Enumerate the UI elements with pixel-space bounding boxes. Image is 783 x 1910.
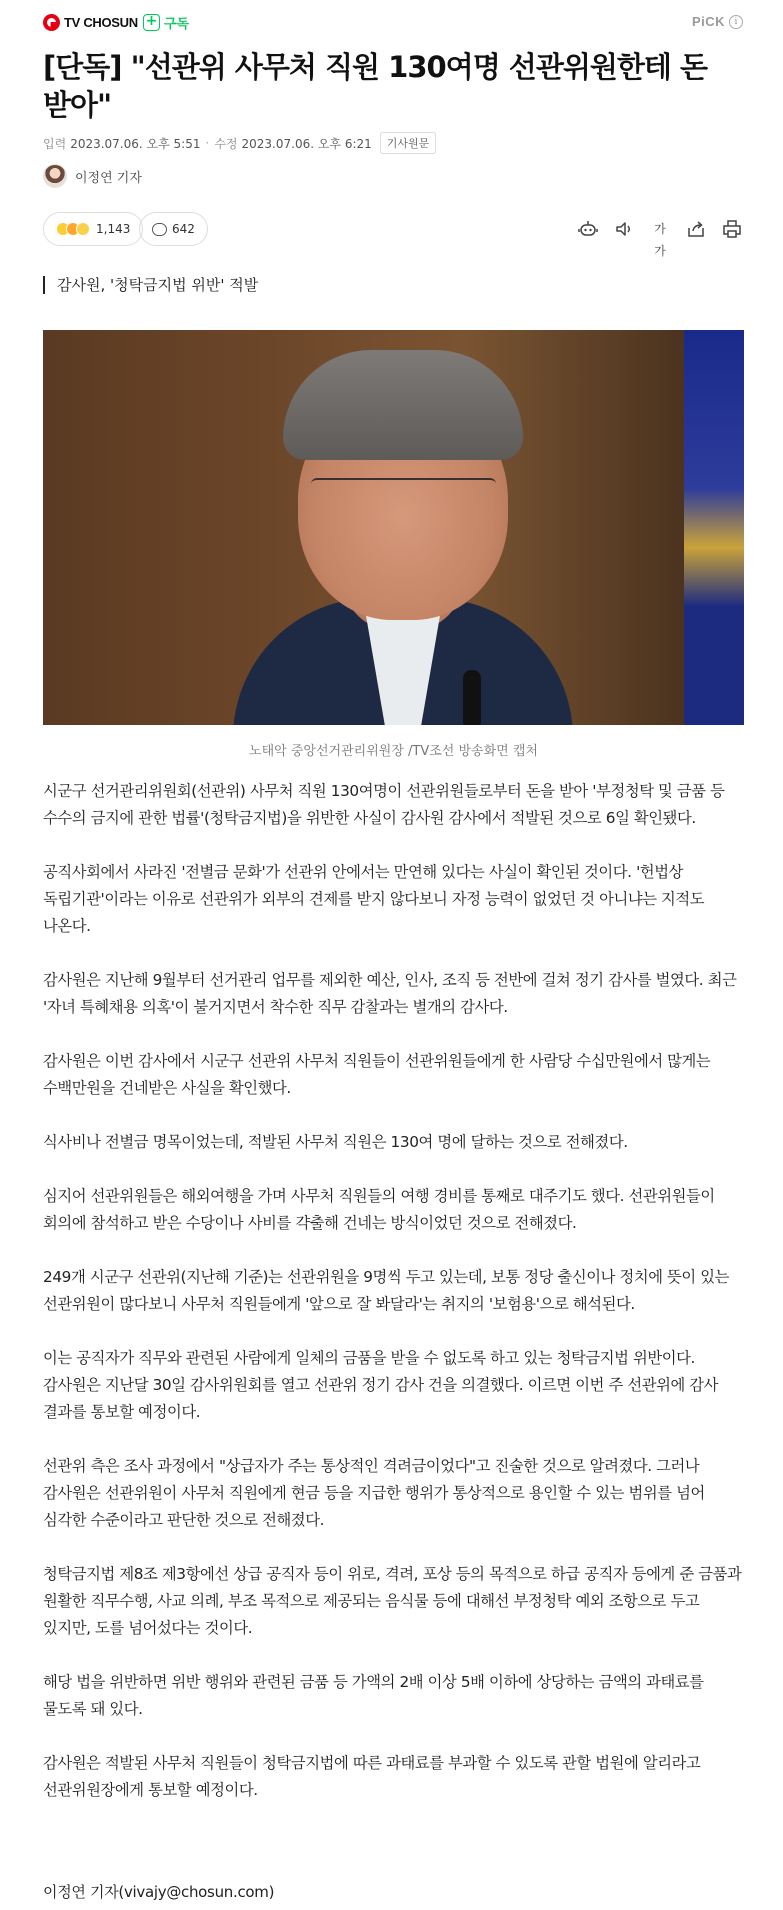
paragraph: 감사원은 적발된 사무처 직원들이 청탁금지법에 따른 과태료를 부과할 수 있도록 관할 법원에 알리라고 선관위원장에게 통보할 예정이다.	[43, 1754, 701, 1799]
pick-badge[interactable]	[692, 14, 743, 29]
comment-button[interactable]	[139, 212, 208, 246]
font-size-icon[interactable]: 가가	[654, 222, 666, 258]
paragraph: 해당 법을 위반하면 위반 행위와 관련된 금품 등 가액의 2배 이상 5배 이하에 상당하는 금액의 과태료를 물도록 돼 있다.	[43, 1673, 704, 1718]
paragraph: 공직사회에서 사라진 '전별금 문화'가 선관위 안에서는 만연해 있다는 사실이 확인된 것이다. '헌법상 독립기관'이라는 이유로 선관위가 외부의 견제를 받지 않다보니 자정 능력이 없었던 것 아니냐는 지적도 나온다.	[43, 863, 705, 935]
paragraph: 시군구 선거관리위원회(선관위) 사무처 직원 130여명이 선관위원들로부터 돈을 받아 '부정청탁 및 금품 등 수수의 금지에 관한 법률'(청탁금지법)을 위반한 사실이 감사원 감사에서 적발된 것으로 6일 확인됐다.	[43, 782, 725, 827]
paragraph: 식사비나 전별금 명목이었는데, 적발된 사무처 직원은 130여 명에 달하는 것으로 전해졌다.	[43, 1133, 628, 1151]
paragraph: 심지어 선관위원들은 해외여행을 가며 사무처 직원들의 여행 경비를 통째로 대주기도 했다. 선관위원들이 회의에 참석하고 받은 수당이나 사비를 갹출해 건네는 방식이었던 것으로 전해졌다.	[43, 1187, 715, 1232]
paragraph: 249개 시군구 선관위(지난해 기준)는 선관위원을 9명씩 두고 있는데, 보통 정당 출신이나 정치에 뜻이 있는 선관위원이 많다보니 사무처 직원들에게 '앞으로 잘 봐달라'는 취지의 '보험용'으로 해석된다.	[43, 1268, 730, 1313]
tts-robot-icon[interactable]	[577, 218, 599, 240]
article-subtitle: 감사원, '청탁금지법 위반' 적발	[43, 276, 258, 294]
reaction-button[interactable]	[43, 212, 143, 246]
dateline-separator: ·	[205, 136, 210, 150]
tv-chosun-logo-icon	[43, 14, 60, 31]
press-brand[interactable]	[43, 14, 138, 31]
article-body	[43, 778, 745, 1804]
paragraph: 감사원은 이번 감사에서 시군구 선관위 사무처 직원들이 선관위원들에게 한 사람당 수십만원에서 많게는 수백만원을 건네받은 사실을 확인했다.	[43, 1052, 711, 1097]
reaction-emoji-icon	[56, 222, 96, 236]
photo-flag	[684, 330, 744, 725]
reaction-count: 1,143	[96, 222, 131, 236]
pick-label: PiCK	[691, 14, 725, 29]
photo-microphone	[463, 670, 481, 725]
modified-label: 수정	[214, 136, 238, 151]
press-name: TV CHOSUN	[64, 15, 138, 30]
input-time: 2023.07.06. 오후 5:51	[70, 136, 201, 151]
share-icon[interactable]	[685, 218, 707, 240]
photo-hair	[283, 350, 523, 460]
photo-glasses	[311, 478, 496, 518]
input-label: 입력	[43, 136, 67, 151]
paragraph: 감사원은 지난해 9월부터 선거관리 업무를 제외한 예산, 인사, 조직 등 전반에 걸쳐 정기 감사를 벌였다. 최근 '자녀 특혜채용 의혹'이 불거지면서 착수한 직무 감찰과는 별개의 감사다.	[43, 971, 737, 1016]
comment-icon	[152, 223, 167, 236]
paragraph: 선관위 측은 조사 과정에서 "상급자가 주는 통상적인 격려금이었다"고 진술한 것으로 알려졌다. 그러나 감사원은 선관위원이 사무처 직원에게 현금 등을 지급한 행위가 통상적으로 용인할 수 있는 범위를 넘어 심각한 수준이라고 판단한 것으로 전해졌다.	[43, 1457, 705, 1529]
paragraph: 청탁금지법 제8조 제3항에선 상급 공직자 등이 위로, 격려, 포상 등의 목적으로 하급 공직자 등에게 준 금품과 원활한 직무수행, 사교 의례, 부조 목적으로 제공되는 음식물 등에 대해선 부정청탁 예외 조항으로 두고 있지만, 도를 넘어섰다는 것이다.	[43, 1565, 742, 1637]
photo-caption: 노태악 중앙선거관리위원장 /TV조선 방송화면 캡처	[249, 744, 538, 759]
reporter-name: 이정연 기자	[75, 170, 142, 186]
article-tools	[563, 218, 743, 258]
speaker-icon[interactable]	[613, 218, 635, 240]
info-icon[interactable]: i	[729, 15, 743, 29]
modified-time: 2023.07.06. 오후 6:21	[241, 136, 372, 151]
original-article-button[interactable]: 기사원문	[380, 132, 437, 154]
reporter-signature: 이정연 기자(vivajy@chosun.com)	[43, 1883, 275, 1901]
print-icon[interactable]	[721, 218, 743, 240]
article-actions	[43, 212, 743, 258]
reporter-byline[interactable]	[43, 164, 142, 188]
article-headline: [단독] "선관위 사무처 직원 130여명 선관위원한테 돈 받아"	[43, 50, 707, 122]
paragraph: 이는 공직자가 직무와 관련된 사람에게 일체의 금품을 받을 수 없도록 하고 있는 청탁금지법 위반이다. 감사원은 지난달 30일 감사위원회를 열고 선관위 정기 감사 건을 의결했다. 이르면 이번 주 선관위에 감사 결과를 통보할 예정이다.	[43, 1349, 719, 1421]
comment-count: 642	[172, 222, 195, 236]
subscribe-button[interactable]	[143, 13, 189, 32]
top-bar	[43, 12, 743, 36]
article-photo	[43, 330, 744, 725]
subscribe-label: 구독	[164, 17, 190, 32]
plus-icon: +	[143, 14, 160, 31]
article-dateline	[43, 132, 436, 154]
reporter-avatar	[43, 164, 67, 188]
